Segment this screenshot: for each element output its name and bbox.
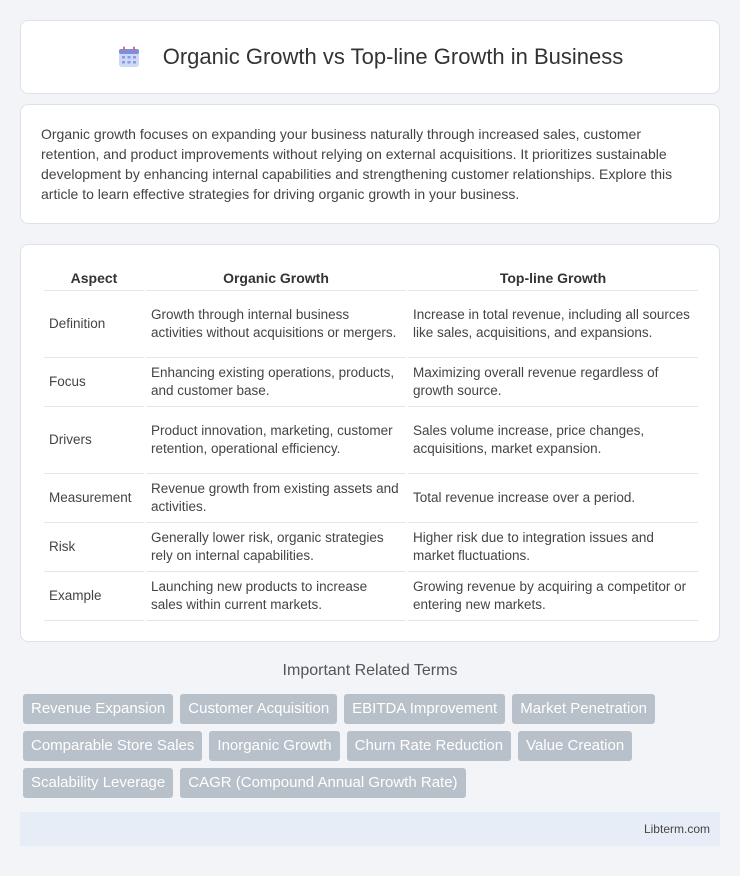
calendar-icon xyxy=(117,45,141,69)
tag-revenue-expansion[interactable]: Revenue Expansion xyxy=(23,694,173,724)
row-organic: Launching new products to increase sales within current markets. xyxy=(146,572,406,621)
row-organic: Product innovation, marketing, customer retention, operational efficiency. xyxy=(146,407,406,474)
row-aspect: Drivers xyxy=(44,407,144,474)
table-row xyxy=(44,474,698,523)
table-header-row xyxy=(44,265,698,291)
related-terms-title: Important Related Terms xyxy=(282,662,458,679)
comparison-table-card xyxy=(20,244,720,642)
table-row xyxy=(44,407,698,474)
tag-cagr[interactable]: CAGR (Compound Annual Growth Rate) xyxy=(180,768,465,798)
row-topline: Total revenue increase over a period. xyxy=(408,474,698,523)
footer xyxy=(20,812,720,846)
row-topline: Maximizing overall revenue regardless of growth source. xyxy=(408,358,698,407)
table-row xyxy=(44,291,698,358)
row-topline: Sales volume increase, price changes, acquisitions, market expansion. xyxy=(408,407,698,474)
related-terms-list xyxy=(23,694,723,798)
row-aspect: Focus xyxy=(44,358,144,407)
row-topline: Higher risk due to integration issues and market fluctuations. xyxy=(408,523,698,572)
row-aspect: Definition xyxy=(44,291,144,358)
table-row xyxy=(44,358,698,407)
row-topline: Growing revenue by acquiring a competitor or entering new markets. xyxy=(408,572,698,621)
tag-ebitda-improvement[interactable]: EBITDA Improvement xyxy=(344,694,505,724)
tag-inorganic-growth[interactable]: Inorganic Growth xyxy=(209,731,339,761)
intro-text: Organic growth focuses on expanding your business naturally through increased sales, customer retention, and product improvements without relying on external acquisitions. It prioritizes sustainable development by enhancing internal capabilities and strengthening customer relationships. Explore this article to learn effective strategies for driving organic growth in your business. xyxy=(41,126,673,202)
tag-market-penetration[interactable]: Market Penetration xyxy=(512,694,655,724)
tag-comparable-store-sales[interactable]: Comparable Store Sales xyxy=(23,731,202,761)
row-aspect: Measurement xyxy=(44,474,144,523)
tag-scalability-leverage[interactable]: Scalability Leverage xyxy=(23,768,173,798)
comparison-table xyxy=(42,265,700,621)
row-aspect: Example xyxy=(44,572,144,621)
row-organic: Generally lower risk, organic strategies rely on internal capabilities. xyxy=(146,523,406,572)
table-row xyxy=(44,523,698,572)
row-aspect: Risk xyxy=(44,523,144,572)
row-organic: Growth through internal business activities without acquisitions or mergers. xyxy=(146,291,406,358)
header-top-line-growth: Top-line Growth xyxy=(408,265,698,291)
row-organic: Revenue growth from existing assets and activities. xyxy=(146,474,406,523)
page-title: Organic Growth vs Top-line Growth in Business xyxy=(162,44,624,69)
row-topline: Increase in total revenue, including all sources like sales, acquisitions, and expansions. xyxy=(408,291,698,358)
title-card xyxy=(20,20,720,94)
intro-card xyxy=(20,104,720,224)
header-organic-growth: Organic Growth xyxy=(146,265,406,291)
table-row xyxy=(44,572,698,621)
row-organic: Enhancing existing operations, products, and customer base. xyxy=(146,358,406,407)
tag-value-creation[interactable]: Value Creation xyxy=(518,731,632,761)
header-aspect: Aspect xyxy=(44,265,144,291)
tag-customer-acquisition[interactable]: Customer Acquisition xyxy=(180,694,337,724)
footer-site-link[interactable]: Libterm.com xyxy=(643,822,710,836)
tag-churn-rate-reduction[interactable]: Churn Rate Reduction xyxy=(347,731,511,761)
